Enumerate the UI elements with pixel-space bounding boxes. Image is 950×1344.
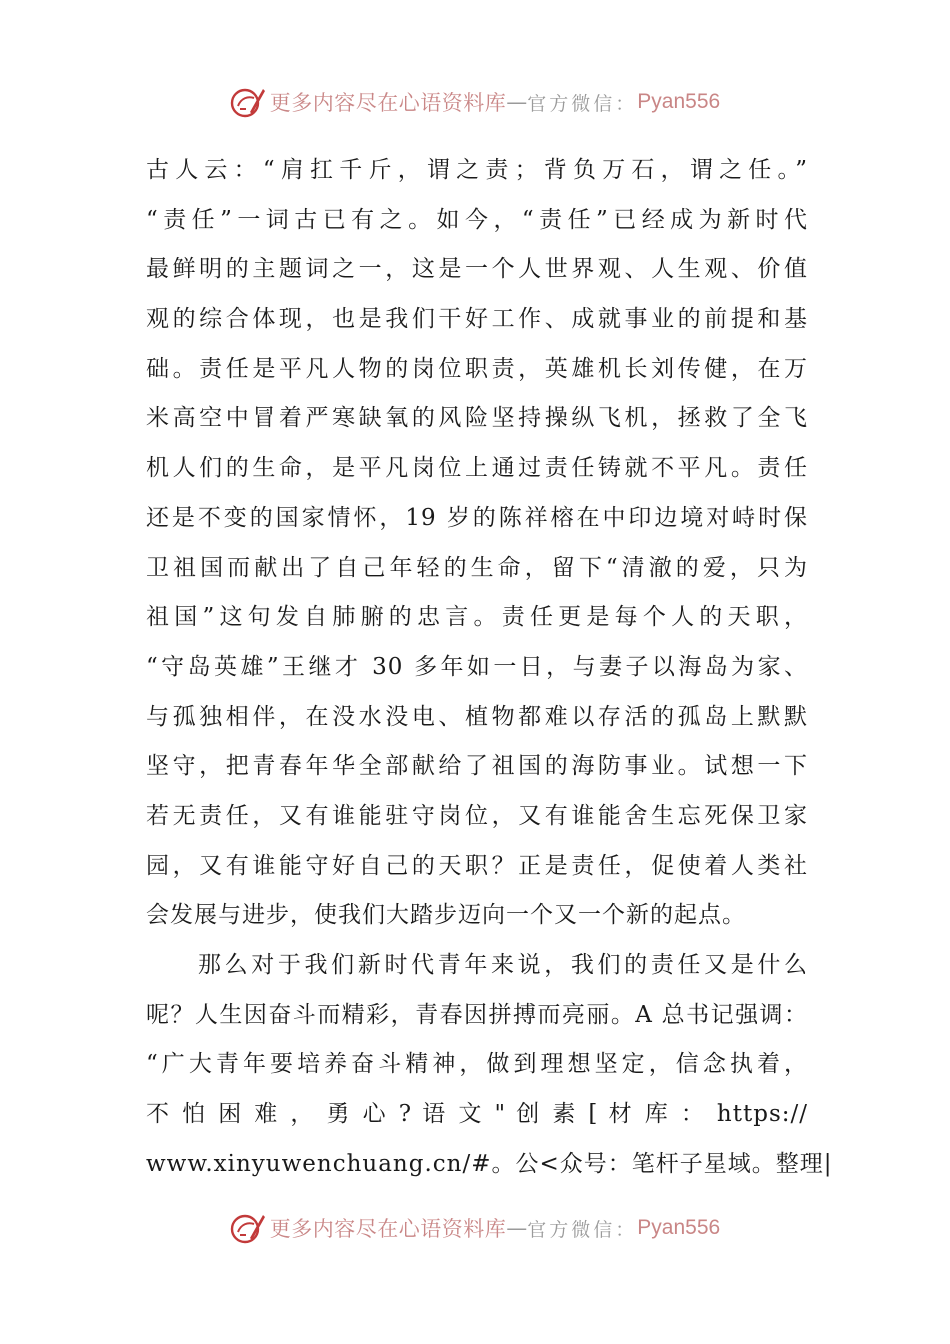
- text-line: 米高空中冒着严寒缺氧的风险坚持操纵飞机，拯救了全飞: [146, 405, 808, 432]
- banner-wechat-label: 官方微信：: [527, 92, 638, 115]
- text-line: 祖国”这句发自肺腑的忠言。责任更是每个人的天职，: [146, 604, 808, 631]
- text-line: 与孤独相伴，在没水没电、植物都难以存活的孤岛上默默: [146, 703, 808, 730]
- text-line: 最鲜明的主题词之一，这是一个人世界观、人生观、价值: [146, 256, 808, 283]
- text-line: “责任”一词古已有之。如今，“责任”已经成为新时代: [146, 206, 808, 233]
- document-body: [146, 146, 833, 1189]
- banner-wechat-id: Pyan556: [637, 90, 721, 113]
- text-line: 会发展与进步，使我们大踏步迈向一个又一个新的起点。: [146, 902, 746, 929]
- text-line: 那么对于我们新时代青年来说，我们的责任又是什么: [198, 952, 808, 978]
- text-line: www.xinyuwenchuang.cn/#。公<众号：笔杆子星域。整理|: [146, 1150, 833, 1177]
- pen-logo-icon: [230, 84, 266, 120]
- pen-logo-icon: [230, 1210, 266, 1246]
- text-line: “广大青年要培养奋斗精神，做到理想坚定，信念执着，: [146, 1051, 808, 1078]
- text-line: 园，又有谁能守好自己的天职？正是责任，促使着人类社: [146, 852, 808, 879]
- text-line: 机人们的生命，是平凡岗位上通过责任铸就不平凡。责任: [146, 455, 808, 482]
- paragraph: [146, 146, 808, 941]
- banner-title: 更多内容尽在心语资料库: [269, 1217, 507, 1241]
- text-line: 还是不变的国家情怀，19 岁的陈祥榕在中印边境对峙时保: [146, 504, 808, 531]
- banner-wechat-id: Pyan556: [637, 1216, 721, 1239]
- footer-watermark-banner: [0, 1206, 950, 1250]
- text-line: 观的综合体现，也是我们干好工作、成就事业的前提和基: [146, 306, 808, 333]
- text-line: 不 怕 困 难 ， 勇 心 ? 语 文 " 创 素 [ 材 库 ： https://: [146, 1101, 808, 1128]
- banner-separator: —: [506, 90, 528, 114]
- text-line: 础。责任是平凡人物的岗位职责，英雄机长刘传健，在万: [146, 355, 808, 382]
- banner-separator: —: [506, 1216, 528, 1240]
- paragraph: [146, 941, 833, 1189]
- header-watermark-banner: [0, 80, 950, 124]
- banner-title: 更多内容尽在心语资料库: [269, 91, 507, 115]
- text-line: 呢？人生因奋斗而精彩，青春因拼搏而亮丽。A 总书记强调：: [146, 1001, 808, 1028]
- text-line: 古人云：“肩扛千斤，谓之责；背负万石，谓之任。”: [146, 157, 808, 183]
- text-line: 卫祖国而献出了自己年轻的生命，留下“清澈的爱，只为: [146, 554, 808, 581]
- text-line: “守岛英雄”王继才 30 多年如一日，与妻子以海岛为家、: [146, 653, 808, 680]
- banner-wechat-label: 官方微信：: [527, 1218, 638, 1241]
- text-line: 若无责任，又有谁能驻守岗位，又有谁能舍生忘死保卫家: [146, 802, 808, 829]
- text-line: 坚守，把青春年华全部献给了祖国的海防事业。试想一下: [146, 753, 808, 780]
